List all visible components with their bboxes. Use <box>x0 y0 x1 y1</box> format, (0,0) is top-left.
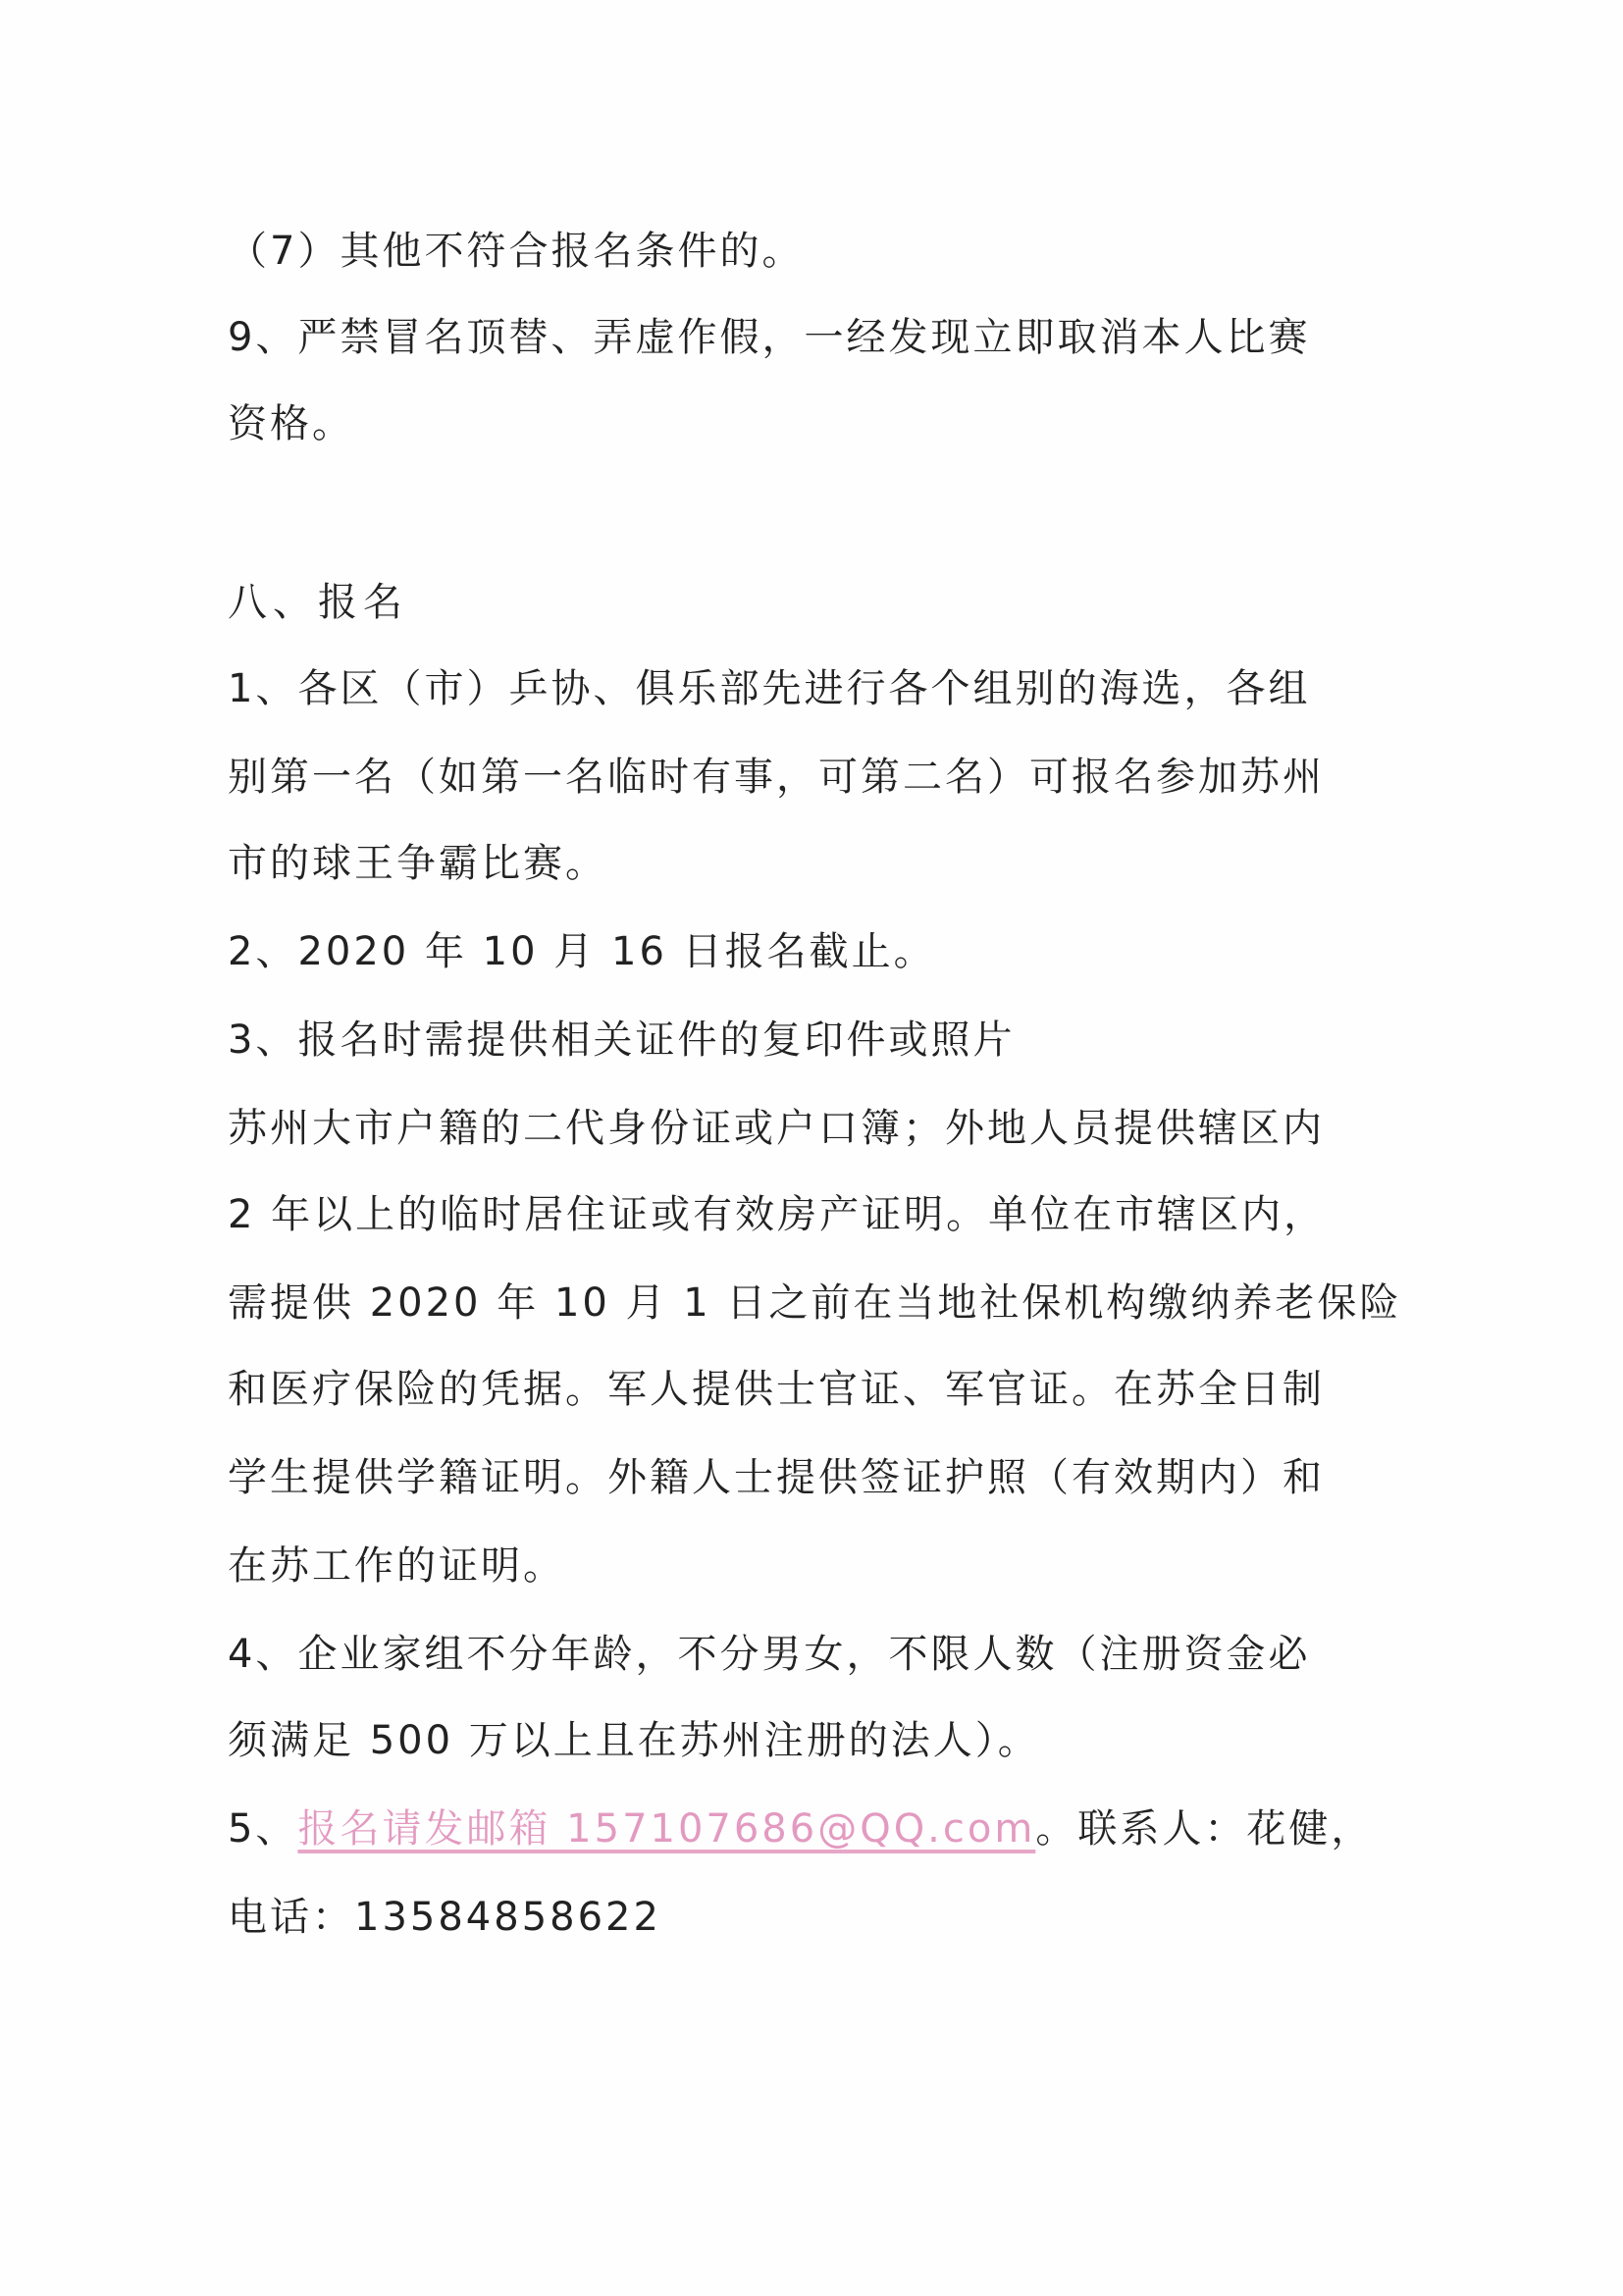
rule-9-line-1: 9、严禁冒名顶替、弄虚作假，一经发现立即取消本人比赛 <box>228 315 1311 360</box>
item-3-line-3: 2 年以上的临时居住证或有效房产证明。单位在市辖区内， <box>228 1192 1327 1237</box>
item-4-line-1: 4、企业家组不分年龄，不分男女，不限人数（注册资金必 <box>228 1632 1311 1677</box>
item-5-suffix: 。联系人：花健， <box>1035 1806 1374 1852</box>
item-3-line-7: 在苏工作的证明。 <box>228 1543 565 1589</box>
item-1-line-3: 市的球王争霸比赛。 <box>228 841 607 886</box>
item-7-line: （7）其他不符合报名条件的。 <box>228 229 805 274</box>
rule-9-line-2: 资格。 <box>228 401 354 446</box>
item-1-line-2: 别第一名（如第一名临时有事，可第二名）可报名参加苏州 <box>228 755 1325 800</box>
item-5-line-1 <box>228 1803 1373 1854</box>
item-3-line-5: 和医疗保险的凭据。军人提供士官证、军官证。在苏全日制 <box>228 1367 1325 1412</box>
email-link[interactable]: 报名请发邮箱 157107686@QQ.com <box>297 1806 1036 1852</box>
item-1-line-1: 1、各区（市）乒协、俱乐部先进行各个组别的海选，各组 <box>228 666 1311 711</box>
item-4-line-2: 须满足 500 万以上且在苏州注册的法人）。 <box>228 1718 1040 1763</box>
item-5-line-2: 电话：13584858622 <box>228 1895 661 1940</box>
item-2-line-1: 2、2020 年 10 月 16 日报名截止。 <box>228 929 936 974</box>
item-3-line-6: 学生提供学籍证明。外籍人士提供签证护照（有效期内）和 <box>228 1455 1325 1500</box>
item-5-prefix: 5、 <box>228 1806 298 1852</box>
item-3-line-4: 需提供 2020 年 10 月 1 日之前在当地社保机构缴纳养老保险 <box>228 1280 1402 1326</box>
item-3-line-1: 3、报名时需提供相关证件的复印件或照片 <box>228 1018 1016 1063</box>
item-3-line-2: 苏州大市户籍的二代身份证或户口簿；外地人员提供辖区内 <box>228 1106 1325 1151</box>
section-8-title: 八、报名 <box>228 580 408 625</box>
